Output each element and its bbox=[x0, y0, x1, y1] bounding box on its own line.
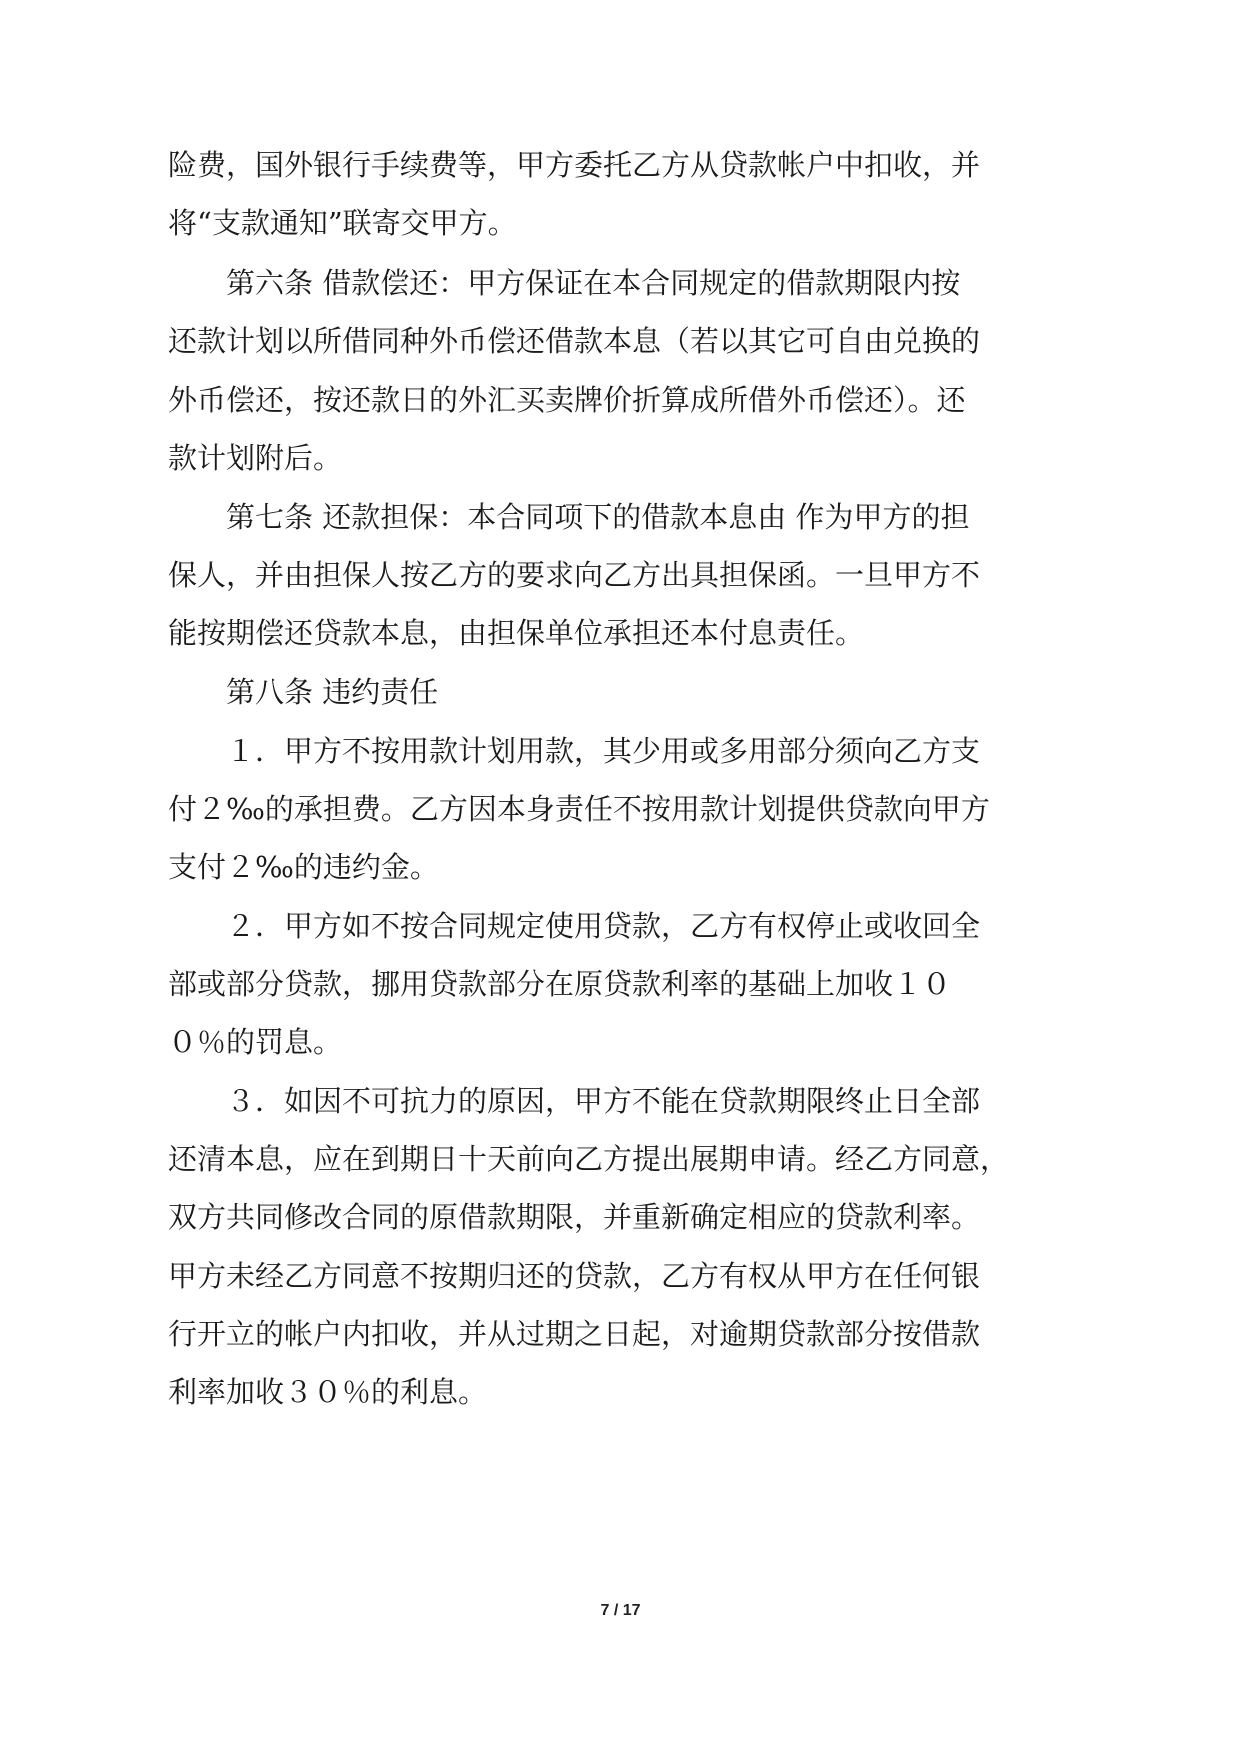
text-line: 部或部分贷款，挪用贷款部分在原贷款利率的基础上加收１０ bbox=[168, 967, 952, 1001]
text-line: 款计划附后。 bbox=[168, 441, 343, 475]
article-6-heading-line: 第六条 借款偿还：甲方保证在本合同规定的借款期限内按 bbox=[226, 266, 961, 300]
text-line: 还款计划以所借同种外币偿还借款本息（若以其它可自由兑换的 bbox=[168, 324, 981, 358]
text-line: 将“支款通知”联寄交甲方。 bbox=[168, 206, 517, 240]
text-line: 支付２‰的违约金。 bbox=[168, 850, 439, 884]
text-line: 外币偿还，按还款日的外汇买卖牌价折算成所借外币偿还）。还 bbox=[168, 383, 966, 417]
text-line: ０％的罚息。 bbox=[168, 1025, 343, 1059]
text-line: 利率加收３０％的利息。 bbox=[168, 1375, 488, 1409]
page-number: 7 / 17 bbox=[600, 1602, 641, 1619]
text-line: 保人，并由担保人按乙方的要求向乙方出具担保函。一旦甲方不 bbox=[168, 558, 981, 592]
article-7-heading-line: 第七条 还款担保：本合同项下的借款本息由 作为甲方的担 bbox=[226, 500, 970, 534]
text-line: 付２‰的承担费。乙方因本身责任不按用款计划提供贷款向甲方 bbox=[168, 792, 990, 826]
clause-2-line: ２．甲方如不按合同规定使用贷款，乙方有权停止或收回全 bbox=[226, 909, 981, 943]
clause-1-line: １．甲方不按用款计划用款，其少用或多用部分须向乙方支 bbox=[226, 734, 981, 768]
text-line: 能按期偿还贷款本息，由担保单位承担还本付息责任。 bbox=[168, 616, 865, 650]
text-line: 还清本息，应在到期日十天前向乙方提出展期申请。经乙方同意， bbox=[168, 1142, 1010, 1176]
article-8-heading: 第八条 违约责任 bbox=[226, 675, 439, 709]
text-line: 双方共同修改合同的原借款期限，并重新确定相应的贷款利率。 bbox=[168, 1200, 981, 1234]
clause-3-line: ３．如因不可抗力的原因，甲方不能在贷款期限终止日全部 bbox=[226, 1084, 981, 1118]
text-line: 险费，国外银行手续费等，甲方委托乙方从贷款帐户中扣收，并 bbox=[168, 148, 981, 182]
text-line: 行开立的帐户内扣收，并从过期之日起，对逾期贷款部分按借款 bbox=[168, 1317, 981, 1351]
text-line: 甲方未经乙方同意不按期归还的贷款，乙方有权从甲方在任何银 bbox=[168, 1259, 981, 1293]
